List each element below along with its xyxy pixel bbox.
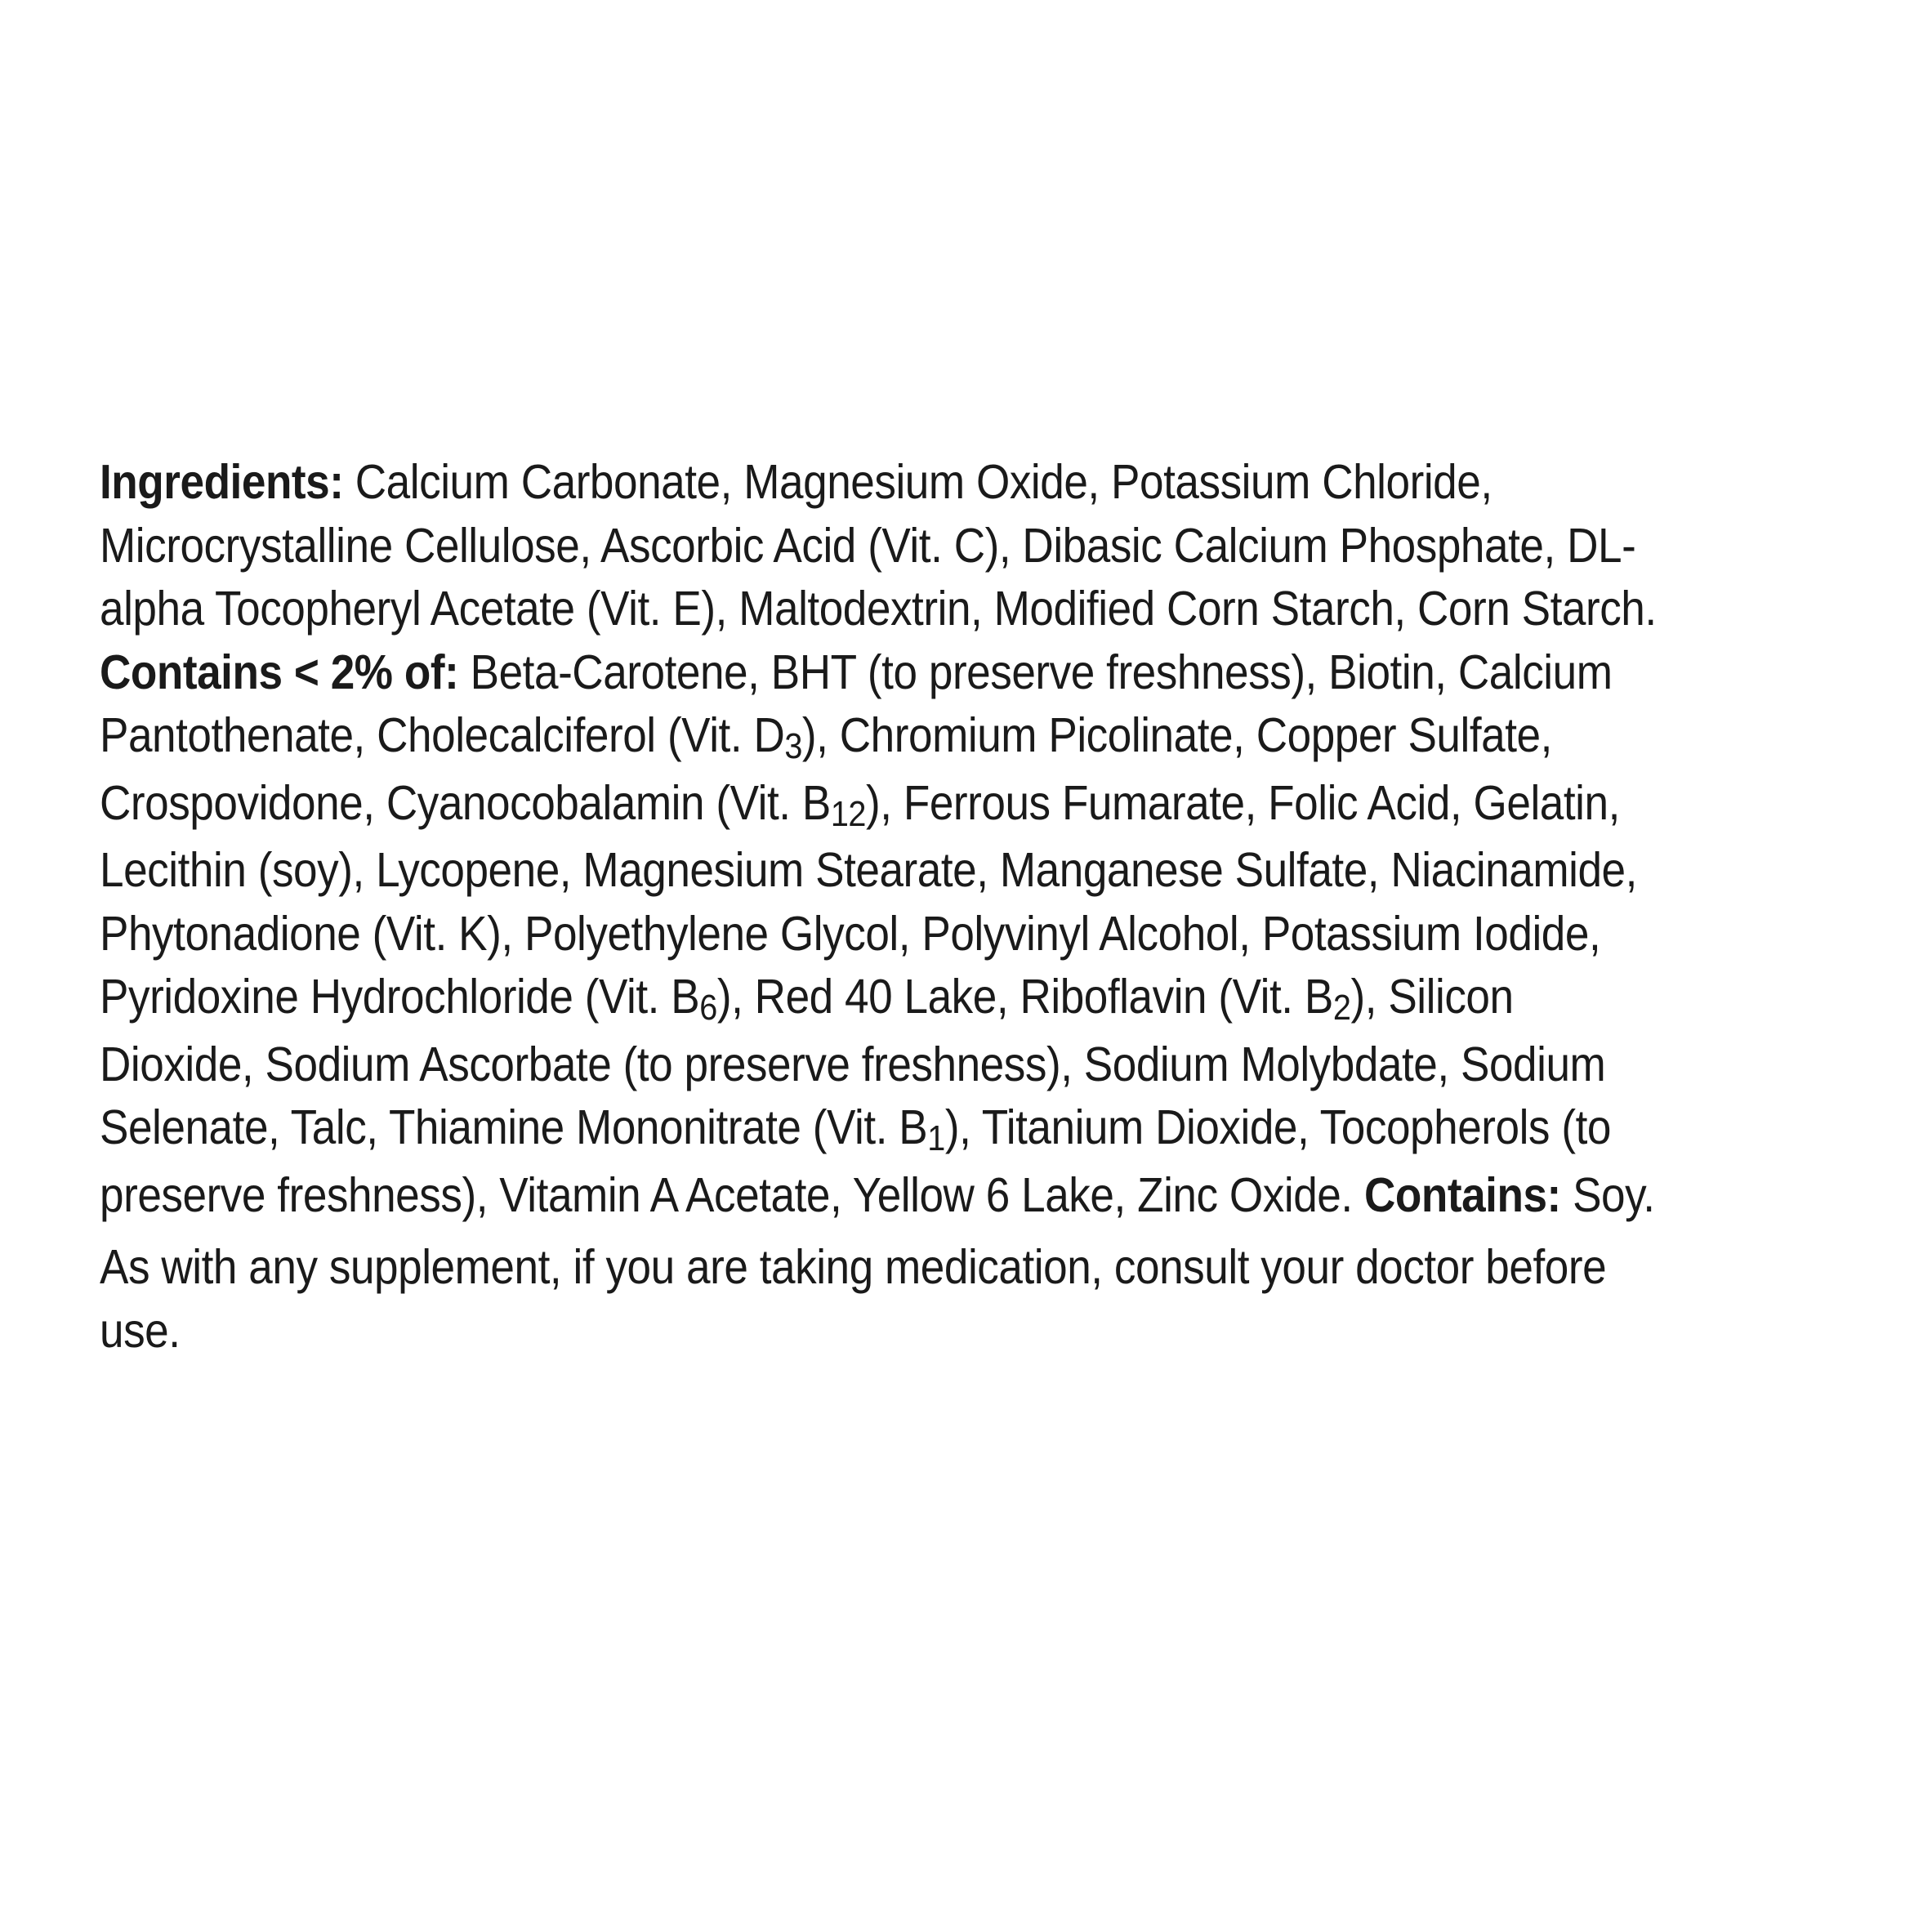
subscript-d3: 3 — [784, 726, 802, 766]
contains-heading: Contains: — [1363, 1167, 1561, 1222]
ingredients-segment-b: ), Chromium Picolinate, Copper Sulfate, Crospovidone, Cyanocobalamin (Vit. B — [100, 708, 1552, 830]
subscript-b1: 1 — [927, 1118, 945, 1158]
ingredients-segment-a: Beta-Carotene, BHT (to preserve freshness), Biotin, Calcium Pantothenate, Cholecalciferol (Vit. D — [100, 645, 1613, 762]
ingredients-segment-c: ), Ferrous Fumarate, Folic Acid, Gelatin, Lecithin (soy), Lycopene, Magnesium Stearate, Manganese Sulfate, Niacinamide, Phytonadione (Vit. K), Polyethylene Glycol, Polyvinyl Alcohol, Potassium Iodide, Pyridoxine Hydrochloride (Vit. B — [100, 775, 1637, 1024]
subscript-b2: 2 — [1332, 988, 1351, 1028]
contains-value: Soy. — [1560, 1167, 1655, 1222]
ingredients-segment-d: ), Red 40 Lake, Riboflavin (Vit. B — [716, 970, 1333, 1024]
subscript-b6: 6 — [699, 988, 717, 1028]
subscript-b12: 12 — [830, 793, 867, 834]
ingredients-paragraph — [100, 451, 1673, 1227]
ingredients-heading: Ingredients: — [100, 455, 344, 509]
contains-less-than-heading: Contains < 2% of: — [100, 645, 459, 699]
ingredients-list-part1: Calcium Carbonate, Magnesium Oxide, Potassium Chloride, Microcrystalline Cellulose, Ascorbic Acid (Vit. C), Dibasic Calcium Phosphate, DL-alpha Tocopheryl Acetate (Vit. E), Maltodextrin, Modified Corn Starch, Corn Starch. — [100, 455, 1657, 636]
ingredients-label — [100, 451, 1673, 1363]
ingredients-segment-f: ), Titanium Dioxide, Tocopherols (to preserve freshness), Vitamin A Acetate, Yellow 6 Lake, Zinc Oxide. — [100, 1100, 1611, 1222]
warning-text: As with any supplement, if you are taking medication, consult your doctor before use. — [100, 1240, 1607, 1358]
ingredients-segment-e: ), Silicon Dioxide, Sodium Ascorbate (to preserve freshness), Sodium Molybdate, Sodium Selenate, Talc, Thiamine Mononitrate (Vit. B — [100, 970, 1606, 1154]
